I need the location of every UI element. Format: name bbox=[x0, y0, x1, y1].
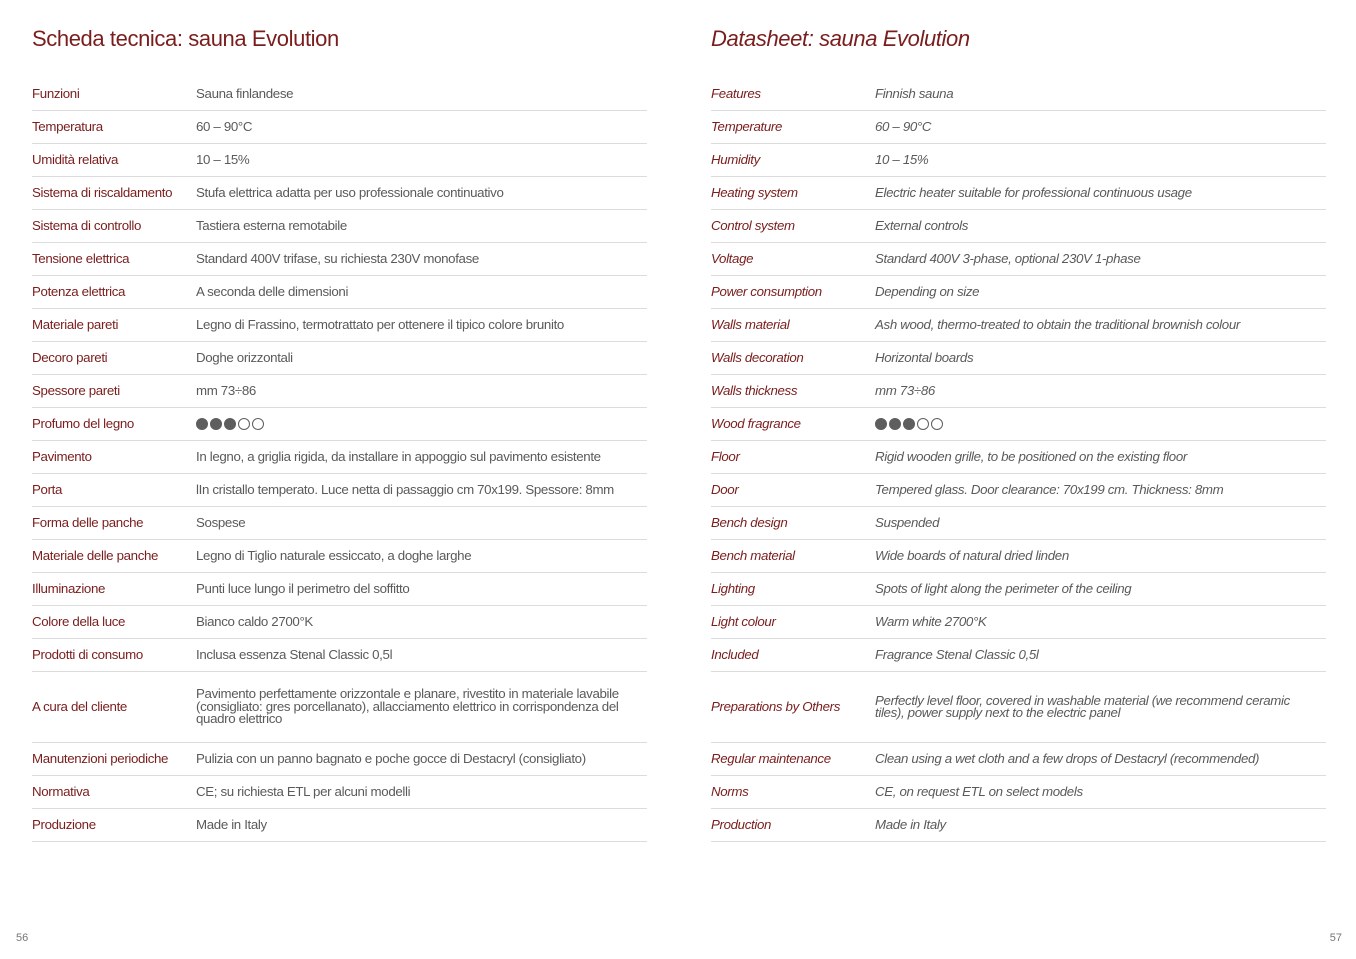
spec-row bbox=[711, 408, 1326, 441]
spec-row bbox=[32, 809, 647, 842]
page-right bbox=[678, 0, 1356, 959]
rating-dot-filled-icon bbox=[224, 418, 236, 430]
spec-label: Bench material bbox=[711, 547, 795, 563]
spec-label: Colore della luce bbox=[32, 613, 126, 629]
spec-value: Tempered glass. Door clearance: 70x199 cm. Thickness: 8mm bbox=[875, 481, 1224, 497]
spec-label: Walls material bbox=[711, 316, 790, 332]
fragrance-rating bbox=[196, 418, 264, 430]
spec-row bbox=[711, 573, 1326, 606]
spec-row bbox=[32, 507, 647, 540]
spec-value: Pavimento perfettamente orizzontale e planare, rivestito in materiale lavabile (consigliato: gres porcellanato), allacciamento elettrico in corrispondenza del quadro elettrico bbox=[196, 686, 619, 727]
spec-value: Depending on size bbox=[875, 283, 980, 299]
spec-label: Bench design bbox=[711, 514, 788, 530]
spec-label: Produzione bbox=[32, 816, 96, 832]
spec-row bbox=[711, 210, 1326, 243]
rating-dot-empty-icon bbox=[238, 418, 250, 430]
page-title: Scheda tecnica: sauna Evolution bbox=[32, 26, 339, 51]
spec-label: Included bbox=[711, 646, 759, 662]
spec-row bbox=[711, 809, 1326, 842]
spec-value: Horizontal boards bbox=[875, 349, 974, 365]
spec-label: Pavimento bbox=[32, 448, 92, 464]
spec-label: Decoro pareti bbox=[32, 349, 108, 365]
spec-label: Tensione elettrica bbox=[32, 250, 130, 266]
spec-row bbox=[711, 776, 1326, 809]
spec-value: mm 73÷86 bbox=[875, 382, 935, 398]
spec-value: mm 73÷86 bbox=[196, 382, 256, 398]
spec-label: Heating system bbox=[711, 184, 798, 200]
spec-row bbox=[32, 375, 647, 408]
spec-row bbox=[711, 441, 1326, 474]
spec-value: Spots of light along the perimeter of the ceiling bbox=[875, 580, 1132, 596]
spec-value bbox=[875, 408, 1326, 441]
spec-row bbox=[32, 573, 647, 606]
spec-label: Control system bbox=[711, 217, 795, 233]
spec-value: Inclusa essenza Stenal Classic 0,5l bbox=[196, 646, 393, 662]
spec-label: Temperatura bbox=[32, 118, 103, 134]
spec-row bbox=[711, 309, 1326, 342]
spec-value: Perfectly level floor, covered in washable material (we recommend ceramic tiles), power supply next to the electric panel bbox=[875, 692, 1290, 720]
spec-value: Standard 400V trifase, su richiesta 230V monofase bbox=[196, 250, 479, 266]
spec-value: Tastiera esterna remotabile bbox=[196, 217, 347, 233]
spec-value: Stufa elettrica adatta per uso professionale continuativo bbox=[196, 184, 504, 200]
spec-row bbox=[32, 606, 647, 639]
spec-row bbox=[711, 507, 1326, 540]
spec-label: Umidità relativa bbox=[32, 151, 119, 167]
spec-row bbox=[32, 776, 647, 809]
spec-label: Features bbox=[711, 85, 761, 101]
spec-label: Manutenzioni periodiche bbox=[32, 750, 169, 766]
spec-label: Spessore pareti bbox=[32, 382, 120, 398]
spec-row bbox=[32, 743, 647, 776]
spec-row bbox=[711, 243, 1326, 276]
spec-row bbox=[32, 672, 647, 743]
spec-value: 10 – 15% bbox=[196, 151, 250, 167]
spec-row bbox=[32, 177, 647, 210]
spec-table bbox=[711, 78, 1326, 842]
rating-dot-filled-icon bbox=[210, 418, 222, 430]
spec-label: Walls decoration bbox=[711, 349, 804, 365]
spec-label: Voltage bbox=[711, 250, 754, 266]
rating-dot-empty-icon bbox=[917, 418, 929, 430]
spec-row bbox=[711, 111, 1326, 144]
spec-value: CE; su richiesta ETL per alcuni modelli bbox=[196, 783, 411, 799]
spec-row bbox=[32, 408, 647, 441]
spec-label: A cura del cliente bbox=[32, 698, 127, 714]
spec-row bbox=[32, 144, 647, 177]
spec-value: Warm white 2700°K bbox=[875, 613, 987, 629]
spec-value: Standard 400V 3-phase, optional 230V 1-phase bbox=[875, 250, 1141, 266]
spec-label: Preparations by Others bbox=[711, 698, 841, 714]
spec-label: Sistema di controllo bbox=[32, 217, 142, 233]
spec-label: Walls thickness bbox=[711, 382, 798, 398]
spec-row bbox=[711, 606, 1326, 639]
spec-row bbox=[32, 540, 647, 573]
spec-row bbox=[711, 144, 1326, 177]
spec-value: A seconda delle dimensioni bbox=[196, 283, 349, 299]
spec-label: Lighting bbox=[711, 580, 755, 596]
spec-value: Ash wood, thermo-treated to obtain the traditional brownish colour bbox=[875, 316, 1240, 332]
spec-row bbox=[32, 639, 647, 672]
spec-row bbox=[32, 111, 647, 144]
spec-label: Sistema di riscaldamento bbox=[32, 184, 173, 200]
spec-value: Finnish sauna bbox=[875, 85, 954, 101]
spec-row bbox=[711, 78, 1326, 111]
rating-dot-filled-icon bbox=[903, 418, 915, 430]
spec-label: Potenza elettrica bbox=[32, 283, 126, 299]
spec-value: Legno di Frassino, termotrattato per ottenere il tipico colore brunito bbox=[196, 316, 564, 332]
spec-value: Rigid wooden grille, to be positioned on the existing floor bbox=[875, 448, 1187, 464]
spec-row bbox=[32, 474, 647, 507]
spec-value: 60 – 90°C bbox=[875, 118, 932, 134]
spec-row bbox=[711, 672, 1326, 743]
spec-label: Norms bbox=[711, 783, 749, 799]
spec-row bbox=[32, 210, 647, 243]
spec-value: lIn cristallo temperato. Luce netta di passaggio cm 70x199. Spessore: 8mm bbox=[196, 481, 614, 497]
spec-value: Suspended bbox=[875, 514, 940, 530]
spec-row bbox=[32, 243, 647, 276]
spec-value: Punti luce lungo il perimetro del soffitto bbox=[196, 580, 410, 596]
spec-value: External controls bbox=[875, 217, 969, 233]
spec-label: Materiale pareti bbox=[32, 316, 119, 332]
spec-value: In legno, a griglia rigida, da installare in appoggio sul pavimento esistente bbox=[196, 448, 601, 464]
spec-row bbox=[32, 342, 647, 375]
spec-label: Humidity bbox=[711, 151, 760, 167]
spec-label: Light colour bbox=[711, 613, 776, 629]
spec-value bbox=[196, 408, 647, 441]
spec-table bbox=[32, 78, 647, 842]
spec-label: Temperature bbox=[711, 118, 783, 134]
spec-row bbox=[32, 276, 647, 309]
spec-row bbox=[32, 309, 647, 342]
spec-label: Power consumption bbox=[711, 283, 822, 299]
spec-value: Wide boards of natural dried linden bbox=[875, 547, 1069, 563]
spec-value: Sospese bbox=[196, 514, 246, 530]
page-title: Datasheet: sauna Evolution bbox=[711, 26, 970, 51]
spec-value: 10 – 15% bbox=[875, 151, 929, 167]
spec-value: Legno di Tiglio naturale essiccato, a doghe larghe bbox=[196, 547, 472, 563]
rating-dot-empty-icon bbox=[252, 418, 264, 430]
rating-dot-filled-icon bbox=[196, 418, 208, 430]
spec-label: Wood fragrance bbox=[711, 415, 801, 431]
spec-label: Forma delle panche bbox=[32, 514, 144, 530]
spec-row bbox=[711, 177, 1326, 210]
spec-label: Illuminazione bbox=[32, 580, 106, 596]
spec-label: Floor bbox=[711, 448, 740, 464]
spec-value: 60 – 90°C bbox=[196, 118, 253, 134]
spec-label: Regular maintenance bbox=[711, 750, 831, 766]
spec-row bbox=[32, 441, 647, 474]
spec-row bbox=[711, 375, 1326, 408]
spec-label: Materiale delle panche bbox=[32, 547, 159, 563]
spec-row bbox=[711, 540, 1326, 573]
spec-value: Clean using a wet cloth and a few drops of Destacryl (recommended) bbox=[875, 750, 1260, 766]
fragrance-rating bbox=[875, 418, 943, 430]
rating-dot-filled-icon bbox=[875, 418, 887, 430]
spec-row bbox=[711, 639, 1326, 672]
spec-label: Prodotti di consumo bbox=[32, 646, 143, 662]
spec-value: Made in Italy bbox=[875, 816, 946, 832]
rating-dot-filled-icon bbox=[889, 418, 901, 430]
spec-value: Sauna finlandese bbox=[196, 85, 294, 101]
spec-row bbox=[711, 474, 1326, 507]
spec-row bbox=[711, 276, 1326, 309]
page-number: 57 bbox=[1329, 932, 1342, 944]
spec-row bbox=[711, 342, 1326, 375]
spec-value: Bianco caldo 2700°K bbox=[196, 613, 313, 629]
spec-label: Production bbox=[711, 816, 772, 832]
spec-label: Normativa bbox=[32, 783, 90, 799]
rating-dot-empty-icon bbox=[931, 418, 943, 430]
spec-value: Made in Italy bbox=[196, 816, 267, 832]
spec-label: Door bbox=[711, 481, 739, 497]
spec-row bbox=[711, 743, 1326, 776]
spec-value: Pulizia con un panno bagnato e poche gocce di Destacryl (consigliato) bbox=[196, 750, 586, 766]
spec-value: CE, on request ETL on select models bbox=[875, 783, 1083, 799]
spec-value: Fragrance Stenal Classic 0,5l bbox=[875, 646, 1039, 662]
spec-label: Profumo del legno bbox=[32, 415, 134, 431]
page-number: 56 bbox=[16, 932, 29, 944]
spec-row bbox=[32, 78, 647, 111]
spec-value: Electric heater suitable for professional continuous usage bbox=[875, 184, 1192, 200]
spec-label: Funzioni bbox=[32, 85, 80, 101]
spec-value: Doghe orizzontali bbox=[196, 349, 293, 365]
spec-label: Porta bbox=[32, 481, 63, 497]
